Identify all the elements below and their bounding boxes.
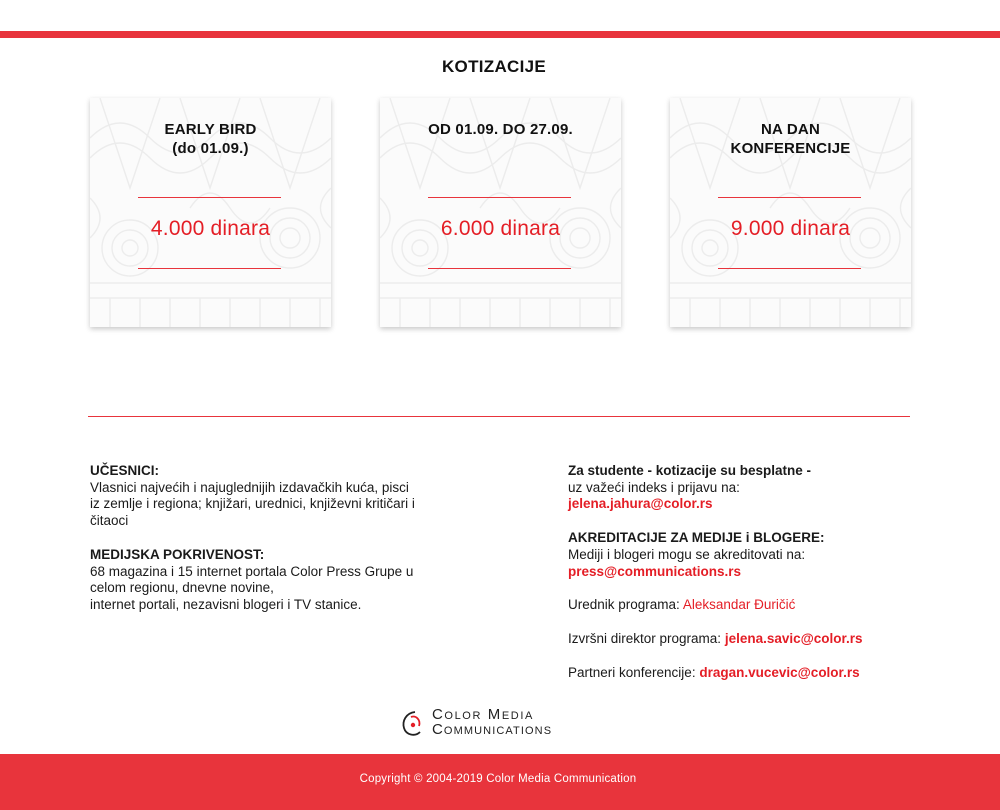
accreditation-block <box>568 530 928 580</box>
logo-swirl-icon <box>401 708 427 738</box>
executive-director-label: Izvršni direktor programa: <box>568 630 722 646</box>
info-left-column <box>90 463 480 631</box>
partners-row <box>568 665 928 682</box>
media-coverage-heading: MEDIJSKA POKRIVENOST: <box>90 546 265 562</box>
participants-heading: UČESNICI: <box>90 463 160 478</box>
color-media-logo[interactable] <box>401 706 601 740</box>
section-divider <box>88 416 910 417</box>
partners-label: Partneri konferencije: <box>568 664 696 680</box>
executive-director-email-link[interactable]: jelena.savic@color.rs <box>724 630 863 646</box>
pricing-card-title: OD 01.09. DO 27.09. <box>428 121 573 138</box>
participants-block <box>90 463 480 530</box>
divider-line <box>138 197 281 198</box>
students-text: uz važeći indeks i prijavu na: <box>568 479 740 495</box>
logo-text-line1: Color Media <box>432 706 534 723</box>
participants-line: Vlasnici najvećih i najuglednijih izdavačkih kuća, pisci <box>90 479 409 495</box>
footer-copyright: Copyright © 2004-2019 Color Media Communication <box>359 773 637 785</box>
media-coverage-line: 68 magazina i 15 internet portala Color Press Grupe u <box>90 563 414 579</box>
pricing-card-price: 4.000 dinara <box>150 217 271 240</box>
divider-line <box>718 197 861 198</box>
pricing-card-price: 6.000 dinara <box>440 217 561 240</box>
pricing-card-regular <box>380 98 621 327</box>
partners-email-link[interactable]: dragan.vucevic@color.rs <box>699 664 860 680</box>
media-coverage-line: celom regionu, dnevne novine, <box>90 580 274 596</box>
logo-text-line2: Communications <box>432 721 553 738</box>
divider-line <box>138 268 281 269</box>
students-heading: Za studente - kotizacije su besplatne - <box>568 463 812 478</box>
accreditation-text: Mediji i blogeri mogu se akreditovati na: <box>568 546 806 562</box>
top-accent-bar <box>0 31 1000 38</box>
students-email-link[interactable]: jelena.jahura@color.rs <box>568 496 713 512</box>
pricing-card-early-bird <box>90 98 331 327</box>
pricing-card-title: EARLY BIRD (do 01.09.) <box>164 121 257 157</box>
pricing-card-price: 9.000 dinara <box>730 217 851 240</box>
program-editor-label: Urednik programa: <box>568 597 680 613</box>
participants-line: čitaoci <box>90 513 129 529</box>
pricing-card-title: NA DAN KONFERENCIJE <box>730 121 851 157</box>
accreditation-heading: AKREDITACIJE ZA MEDIJE i BLOGERE: <box>568 530 825 546</box>
info-right-column <box>568 463 928 698</box>
accreditation-email-link[interactable]: press@communications.rs <box>568 563 741 579</box>
program-editor-name[interactable]: Aleksandar Đuričić <box>682 597 796 613</box>
footer-bar <box>0 754 1000 810</box>
divider-line <box>428 268 571 269</box>
divider-line <box>718 268 861 269</box>
students-block <box>568 463 928 513</box>
program-editor-row <box>568 597 928 614</box>
participants-line: iz zemlje i regiona; knjižari, urednici, književni kritičari i <box>90 496 415 512</box>
pricing-card-conference-day <box>670 98 911 327</box>
media-coverage-block <box>90 547 480 614</box>
divider-line <box>428 197 571 198</box>
section-title: KOTIZACIJE <box>441 57 547 76</box>
executive-director-row <box>568 631 928 648</box>
media-coverage-line: internet portali, nezavisni blogeri i TV stanice. <box>90 596 362 612</box>
